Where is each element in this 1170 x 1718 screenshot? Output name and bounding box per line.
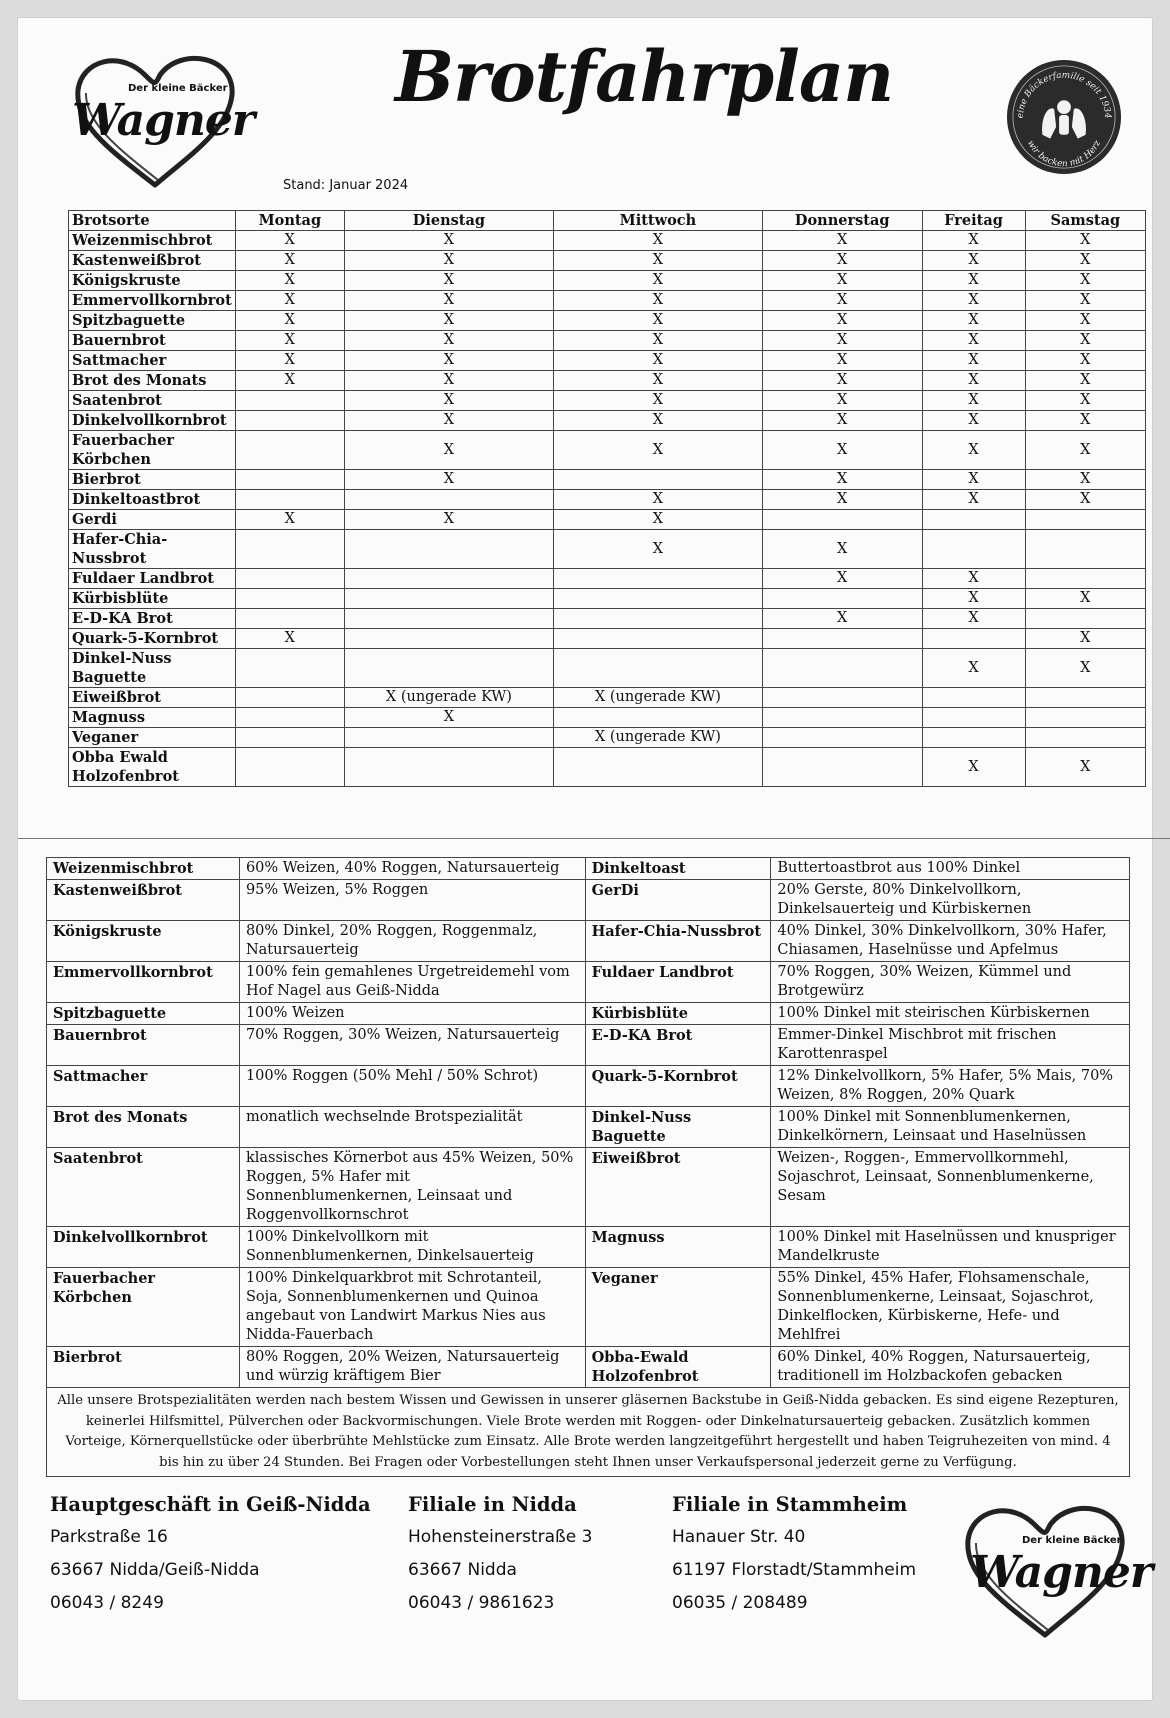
page-title: Brotfahrplan bbox=[395, 35, 894, 118]
day-cell: X bbox=[235, 351, 344, 371]
day-cell: X bbox=[1025, 589, 1145, 609]
location-street: Hohensteinerstraße 3 bbox=[408, 1527, 593, 1547]
day-cell: X bbox=[344, 331, 553, 351]
location-title: Filiale in Nidda bbox=[408, 1493, 577, 1516]
logo-big-text: Wagner bbox=[72, 95, 255, 146]
description-row bbox=[47, 1107, 1130, 1148]
day-cell: X bbox=[235, 231, 344, 251]
day-cell bbox=[922, 728, 1025, 748]
schedule-row bbox=[69, 291, 1146, 311]
bread-description: 100% Dinkel mit steirischen Kürbiskernen bbox=[771, 1003, 1130, 1025]
day-cell: X bbox=[762, 371, 922, 391]
bread-description: 95% Weizen, 5% Roggen bbox=[239, 880, 585, 921]
day-cell bbox=[922, 530, 1025, 569]
day-cell: X bbox=[235, 331, 344, 351]
day-cell: X bbox=[344, 351, 553, 371]
bread-name: Quark-5-Kornbrot bbox=[69, 629, 236, 649]
bread-name: Bauernbrot bbox=[69, 331, 236, 351]
seal-top-text: eine Bäckerfamilie seit 1934 bbox=[1015, 70, 1113, 119]
day-cell bbox=[553, 470, 762, 490]
day-cell: X bbox=[344, 470, 553, 490]
schedule-row bbox=[69, 470, 1146, 490]
day-cell bbox=[235, 431, 344, 470]
description-row bbox=[47, 1347, 1130, 1388]
note-row bbox=[47, 1388, 1130, 1477]
day-cell: X bbox=[1025, 291, 1145, 311]
bread-name: Veganer bbox=[69, 728, 236, 748]
day-cell: X bbox=[922, 331, 1025, 351]
day-cell: X bbox=[922, 391, 1025, 411]
day-cell: X bbox=[553, 271, 762, 291]
day-cell bbox=[235, 589, 344, 609]
day-cell: X bbox=[1025, 431, 1145, 470]
day-cell bbox=[1025, 708, 1145, 728]
day-cell: X bbox=[922, 748, 1025, 787]
day-cell: X bbox=[235, 311, 344, 331]
bread-name: Obba Ewald Holzofenbrot bbox=[69, 748, 236, 787]
col-freitag: Freitag bbox=[922, 211, 1025, 231]
bread-description: 60% Weizen, 40% Roggen, Natursauerteig bbox=[239, 858, 585, 880]
day-cell bbox=[344, 589, 553, 609]
description-row bbox=[47, 1025, 1130, 1066]
day-cell bbox=[235, 728, 344, 748]
col-samstag: Samstag bbox=[1025, 211, 1145, 231]
day-cell: X bbox=[922, 311, 1025, 331]
day-cell bbox=[344, 728, 553, 748]
schedule-row bbox=[69, 728, 1146, 748]
bread-name: Sattmacher bbox=[69, 351, 236, 371]
bread-name: Königskruste bbox=[69, 271, 236, 291]
day-cell bbox=[553, 629, 762, 649]
day-cell: X bbox=[1025, 748, 1145, 787]
day-cell bbox=[553, 609, 762, 629]
bread-name: Emmervollkornbrot bbox=[69, 291, 236, 311]
bread-name: Spitzbaguette bbox=[69, 311, 236, 331]
location-phone: 06035 / 208489 bbox=[672, 1593, 808, 1613]
day-cell: X bbox=[344, 251, 553, 271]
day-cell bbox=[762, 589, 922, 609]
bread-description: 60% Dinkel, 40% Roggen, Natursauerteig, traditionell im Holzbackofen gebacken bbox=[771, 1347, 1130, 1388]
bread-description: 100% Weizen bbox=[239, 1003, 585, 1025]
day-cell bbox=[922, 708, 1025, 728]
location-title: Hauptgeschäft in Geiß-Nidda bbox=[50, 1493, 371, 1516]
day-cell: X bbox=[1025, 371, 1145, 391]
day-cell: X bbox=[922, 271, 1025, 291]
day-cell: X bbox=[1025, 470, 1145, 490]
day-cell bbox=[553, 589, 762, 609]
bread-name: Brot des Monats bbox=[69, 371, 236, 391]
location-nidda bbox=[408, 1488, 592, 1620]
day-cell bbox=[235, 688, 344, 708]
bread-name: Hafer-Chia-Nussbrot bbox=[69, 530, 236, 569]
note-text: Alle unsere Brotspezialitäten werden nach bestem Wissen und Gewissen in unserer gläsernen Backstube in Geiß-Nidda gebacken. Es sind eigene Rezepturen, keinerlei Hilfsmittel, Pülverchen oder Backvormischungen. Viele Brote werden mit Roggen- oder Dinkelnatursauerteig gebacken. Zusätzlich kommen Vorteige, Körnerquellstücke oder überbrühte Mehlstücke zum Einsatz. Alle Brote werden langzeitgeführt hergestellt und haben Teigruhezeiten von mind. 4 bis hin zu über 24 Stunden. Bei Fragen oder Vorbestellungen steht Ihnen unser Verkaufspersonal jederzeit gerne zu Verfügung. bbox=[47, 1388, 1130, 1477]
day-cell bbox=[235, 530, 344, 569]
bread-description: 12% Dinkelvollkorn, 5% Hafer, 5% Mais, 70% Weizen, 8% Roggen, 20% Quark bbox=[771, 1066, 1130, 1107]
schedule-row bbox=[69, 688, 1146, 708]
location-city: 63667 Nidda/Geiß-Nidda bbox=[50, 1560, 260, 1580]
bread-name: Eiweißbrot bbox=[585, 1148, 771, 1227]
day-cell: X bbox=[922, 291, 1025, 311]
day-cell: X bbox=[922, 609, 1025, 629]
day-cell: X bbox=[762, 311, 922, 331]
day-cell: X bbox=[762, 411, 922, 431]
day-cell bbox=[762, 510, 922, 530]
bread-name: GerDi bbox=[585, 880, 771, 921]
day-cell: X bbox=[762, 391, 922, 411]
day-cell bbox=[344, 530, 553, 569]
day-cell: X bbox=[344, 231, 553, 251]
bread-description: 55% Dinkel, 45% Hafer, Flohsamenschale, Sonnenblumenkerne, Leinsaat, Sojaschrot, Dinkelflocken, Kürbiskerne, Hefe- und Mehlfrei bbox=[771, 1268, 1130, 1347]
day-cell: X bbox=[922, 470, 1025, 490]
bread-description: Buttertoastbrot aus 100% Dinkel bbox=[771, 858, 1130, 880]
bread-description: 40% Dinkel, 30% Dinkelvollkorn, 30% Hafer, Chiasamen, Haselnüsse und Apfelmus bbox=[771, 921, 1130, 962]
day-cell: X bbox=[762, 569, 922, 589]
description-row bbox=[47, 921, 1130, 962]
day-cell: X bbox=[344, 708, 553, 728]
day-cell: X bbox=[1025, 271, 1145, 291]
bread-name: Bierbrot bbox=[47, 1347, 240, 1388]
description-row bbox=[47, 1066, 1130, 1107]
day-cell: X bbox=[1025, 411, 1145, 431]
schedule-row bbox=[69, 331, 1146, 351]
wagner-logo-bottom bbox=[960, 1495, 1153, 1645]
logo-small-text: Der kleine Bäcker bbox=[1022, 1535, 1122, 1546]
day-cell bbox=[1025, 728, 1145, 748]
bread-description: 100% Dinkelvollkorn mit Sonnenblumenkernen, Dinkelsauerteig bbox=[239, 1227, 585, 1268]
seal-bottom-text: wir backen mit Herz bbox=[1024, 138, 1103, 170]
day-cell: X bbox=[344, 510, 553, 530]
day-cell: X bbox=[553, 431, 762, 470]
bread-description: klassisches Körnerbot aus 45% Weizen, 50% Roggen, 5% Hafer mit Sonnenblumenkernen, Leinsaat und Roggenvollkornschrot bbox=[239, 1148, 585, 1227]
bread-description: 20% Gerste, 80% Dinkelvollkorn, Dinkelsauerteig und Kürbiskernen bbox=[771, 880, 1130, 921]
bread-name: Weizenmischbrot bbox=[47, 858, 240, 880]
day-cell bbox=[553, 649, 762, 688]
day-cell: X bbox=[235, 371, 344, 391]
bread-name: Emmervollkornbrot bbox=[47, 962, 240, 1003]
location-city: 63667 Nidda bbox=[408, 1560, 517, 1580]
schedule-row bbox=[69, 351, 1146, 371]
schedule-row bbox=[69, 510, 1146, 530]
schedule-row bbox=[69, 371, 1146, 391]
day-cell bbox=[235, 411, 344, 431]
day-cell: X bbox=[235, 510, 344, 530]
day-cell: X bbox=[762, 470, 922, 490]
day-cell bbox=[1025, 609, 1145, 629]
bread-name: Dinkel-Nuss Baguette bbox=[585, 1107, 771, 1148]
day-cell: X bbox=[344, 391, 553, 411]
bread-description: Emmer-Dinkel Mischbrot mit frischen Karottenraspel bbox=[771, 1025, 1130, 1066]
day-cell: X (ungerade KW) bbox=[553, 688, 762, 708]
day-cell: X bbox=[922, 411, 1025, 431]
day-cell bbox=[762, 748, 922, 787]
day-cell: X bbox=[922, 649, 1025, 688]
bread-name: Kürbisblüte bbox=[585, 1003, 771, 1025]
bread-name: Bierbrot bbox=[69, 470, 236, 490]
day-cell: X bbox=[922, 371, 1025, 391]
schedule-row bbox=[69, 569, 1146, 589]
schedule-row bbox=[69, 411, 1146, 431]
bread-name: Veganer bbox=[585, 1268, 771, 1347]
day-cell: X bbox=[1025, 391, 1145, 411]
day-cell: X bbox=[1025, 649, 1145, 688]
day-cell: X bbox=[344, 371, 553, 391]
seal-emblem bbox=[1005, 58, 1123, 176]
wagner-logo-top bbox=[70, 45, 255, 195]
day-cell: X bbox=[1025, 331, 1145, 351]
bread-name: E-D-KA Brot bbox=[585, 1025, 771, 1066]
location-phone: 06043 / 9861623 bbox=[408, 1593, 555, 1613]
bread-name: Dinkelvollkornbrot bbox=[69, 411, 236, 431]
schedule-row bbox=[69, 649, 1146, 688]
description-row bbox=[47, 858, 1130, 880]
day-cell: X bbox=[344, 271, 553, 291]
bread-description: 100% Roggen (50% Mehl / 50% Schrot) bbox=[239, 1066, 585, 1107]
description-row bbox=[47, 1268, 1130, 1347]
day-cell bbox=[553, 569, 762, 589]
bread-name: Dinkel-Nuss Baguette bbox=[69, 649, 236, 688]
day-cell: X bbox=[762, 331, 922, 351]
schedule-row bbox=[69, 251, 1146, 271]
logo-big-text: Wagner bbox=[970, 1547, 1153, 1598]
bread-name: Kastenweißbrot bbox=[69, 251, 236, 271]
day-cell: X bbox=[922, 431, 1025, 470]
bread-description: 80% Dinkel, 20% Roggen, Roggenmalz, Natursauerteig bbox=[239, 921, 585, 962]
bread-name: Obba-Ewald Holzofenbrot bbox=[585, 1347, 771, 1388]
day-cell bbox=[762, 649, 922, 688]
day-cell bbox=[344, 490, 553, 510]
bread-description: 70% Roggen, 30% Weizen, Natursauerteig bbox=[239, 1025, 585, 1066]
bread-name: Fauerbacher Körbchen bbox=[69, 431, 236, 470]
schedule-header-row bbox=[69, 211, 1146, 231]
day-cell: X bbox=[922, 569, 1025, 589]
day-cell bbox=[1025, 530, 1145, 569]
day-cell: X bbox=[762, 271, 922, 291]
day-cell bbox=[235, 569, 344, 589]
day-cell bbox=[762, 728, 922, 748]
schedule-row bbox=[69, 231, 1146, 251]
bread-description: Weizen-, Roggen-, Emmervollkornmehl, Sojaschrot, Leinsaat, Sonnenblumenkerne, Sesam bbox=[771, 1148, 1130, 1227]
bread-name: Kastenweißbrot bbox=[47, 880, 240, 921]
day-cell bbox=[922, 629, 1025, 649]
description-table bbox=[46, 857, 1130, 1477]
logo-small-text: Der kleine Bäcker bbox=[128, 83, 228, 94]
schedule-row bbox=[69, 490, 1146, 510]
col-mittwoch: Mittwoch bbox=[553, 211, 762, 231]
day-cell: X bbox=[553, 351, 762, 371]
stand-date: Stand: Januar 2024 bbox=[283, 178, 409, 193]
day-cell bbox=[922, 510, 1025, 530]
schedule-row bbox=[69, 629, 1146, 649]
day-cell: X (ungerade KW) bbox=[553, 728, 762, 748]
col-montag: Montag bbox=[235, 211, 344, 231]
bread-name: Dinkeltoastbrot bbox=[69, 490, 236, 510]
day-cell: X bbox=[762, 530, 922, 569]
description-row bbox=[47, 1003, 1130, 1025]
day-cell: X bbox=[553, 530, 762, 569]
day-cell bbox=[1025, 510, 1145, 530]
day-cell: X bbox=[1025, 629, 1145, 649]
schedule-row bbox=[69, 271, 1146, 291]
day-cell: X bbox=[553, 331, 762, 351]
day-cell bbox=[553, 708, 762, 728]
day-cell bbox=[235, 470, 344, 490]
bread-name: Bauernbrot bbox=[47, 1025, 240, 1066]
day-cell: X bbox=[922, 251, 1025, 271]
day-cell: X bbox=[1025, 251, 1145, 271]
day-cell: X bbox=[553, 391, 762, 411]
location-main bbox=[50, 1488, 371, 1620]
day-cell bbox=[922, 688, 1025, 708]
day-cell: X bbox=[1025, 351, 1145, 371]
day-cell: X bbox=[235, 629, 344, 649]
bread-name: Gerdi bbox=[69, 510, 236, 530]
description-row bbox=[47, 880, 1130, 921]
schedule-row bbox=[69, 748, 1146, 787]
bread-description: monatlich wechselnde Brotspezialität bbox=[239, 1107, 585, 1148]
schedule-row bbox=[69, 589, 1146, 609]
day-cell: X bbox=[762, 431, 922, 470]
day-cell bbox=[235, 391, 344, 411]
day-cell: X bbox=[344, 311, 553, 331]
bread-name: Königskruste bbox=[47, 921, 240, 962]
day-cell bbox=[235, 649, 344, 688]
day-cell: X bbox=[553, 291, 762, 311]
schedule-row bbox=[69, 609, 1146, 629]
description-row bbox=[47, 962, 1130, 1003]
bread-name: Brot des Monats bbox=[47, 1107, 240, 1148]
day-cell: X bbox=[553, 311, 762, 331]
col-brotsorte: Brotsorte bbox=[69, 211, 236, 231]
day-cell: X bbox=[1025, 311, 1145, 331]
col-donnerstag: Donnerstag bbox=[762, 211, 922, 231]
day-cell: X bbox=[553, 411, 762, 431]
day-cell: X bbox=[1025, 490, 1145, 510]
day-cell bbox=[235, 609, 344, 629]
bread-name: Fuldaer Landbrot bbox=[69, 569, 236, 589]
day-cell: X bbox=[762, 351, 922, 371]
day-cell: X bbox=[762, 490, 922, 510]
day-cell: X bbox=[344, 411, 553, 431]
day-cell bbox=[1025, 569, 1145, 589]
description-row bbox=[47, 1227, 1130, 1268]
location-phone: 06043 / 8249 bbox=[50, 1593, 164, 1613]
day-cell bbox=[235, 490, 344, 510]
bread-name: Fuldaer Landbrot bbox=[585, 962, 771, 1003]
col-dienstag: Dienstag bbox=[344, 211, 553, 231]
location-stammheim bbox=[672, 1488, 916, 1620]
bread-description: 100% fein gemahlenes Urgetreidemehl vom Hof Nagel aus Geiß-Nidda bbox=[239, 962, 585, 1003]
day-cell bbox=[553, 748, 762, 787]
bread-name: E-D-KA Brot bbox=[69, 609, 236, 629]
bread-name: Saatenbrot bbox=[47, 1148, 240, 1227]
bread-name: Dinkelvollkornbrot bbox=[47, 1227, 240, 1268]
day-cell: X bbox=[922, 231, 1025, 251]
bread-name: Magnuss bbox=[585, 1227, 771, 1268]
schedule-row bbox=[69, 708, 1146, 728]
day-cell: X bbox=[553, 371, 762, 391]
schedule-row bbox=[69, 530, 1146, 569]
day-cell: X bbox=[762, 231, 922, 251]
day-cell: X bbox=[553, 251, 762, 271]
bread-name: Dinkeltoast bbox=[585, 858, 771, 880]
schedule-row bbox=[69, 431, 1146, 470]
day-cell: X bbox=[344, 291, 553, 311]
bread-name: Fauerbacher Körbchen bbox=[47, 1268, 240, 1347]
bread-description: 80% Roggen, 20% Weizen, Natursauerteig und würzig kräftigem Bier bbox=[239, 1347, 585, 1388]
location-street: Hanauer Str. 40 bbox=[672, 1527, 806, 1547]
day-cell: X bbox=[235, 251, 344, 271]
day-cell bbox=[1025, 688, 1145, 708]
day-cell: X bbox=[553, 510, 762, 530]
day-cell bbox=[344, 649, 553, 688]
bread-name: Sattmacher bbox=[47, 1066, 240, 1107]
bread-name: Quark-5-Kornbrot bbox=[585, 1066, 771, 1107]
location-city: 61197 Florstadt/Stammheim bbox=[672, 1560, 917, 1580]
day-cell bbox=[235, 708, 344, 728]
bread-description: 100% Dinkelquarkbrot mit Schrotanteil, Soja, Sonnenblumenkernen und Quinoa angebaut von Landwirt Markus Nies aus Nidda-Fauerbach bbox=[239, 1268, 585, 1347]
bread-description: 100% Dinkel mit Haselnüssen und knuspriger Mandelkruste bbox=[771, 1227, 1130, 1268]
day-cell bbox=[762, 708, 922, 728]
day-cell: X bbox=[922, 351, 1025, 371]
bread-name: Saatenbrot bbox=[69, 391, 236, 411]
day-cell bbox=[762, 629, 922, 649]
schedule-row bbox=[69, 311, 1146, 331]
bread-name: Eiweißbrot bbox=[69, 688, 236, 708]
bread-description: 70% Roggen, 30% Weizen, Kümmel und Brotgewürz bbox=[771, 962, 1130, 1003]
schedule-table bbox=[68, 210, 1146, 787]
description-row bbox=[47, 1148, 1130, 1227]
bread-name: Spitzbaguette bbox=[47, 1003, 240, 1025]
day-cell: X bbox=[553, 490, 762, 510]
day-cell: X bbox=[762, 291, 922, 311]
day-cell: X bbox=[762, 251, 922, 271]
bread-name: Kürbisblüte bbox=[69, 589, 236, 609]
day-cell bbox=[762, 688, 922, 708]
bread-description: 100% Dinkel mit Sonnenblumenkernen, Dinkelkörnern, Leinsaat und Haselnüssen bbox=[771, 1107, 1130, 1148]
bread-name: Hafer-Chia-Nussbrot bbox=[585, 921, 771, 962]
day-cell bbox=[344, 569, 553, 589]
location-title: Filiale in Stammheim bbox=[672, 1493, 908, 1516]
section-divider bbox=[18, 838, 1170, 839]
day-cell: X bbox=[922, 490, 1025, 510]
day-cell: X bbox=[553, 231, 762, 251]
location-street: Parkstraße 16 bbox=[50, 1527, 168, 1547]
day-cell bbox=[235, 748, 344, 787]
day-cell bbox=[344, 629, 553, 649]
day-cell: X (ungerade KW) bbox=[344, 688, 553, 708]
day-cell: X bbox=[762, 609, 922, 629]
schedule-row bbox=[69, 391, 1146, 411]
day-cell: X bbox=[235, 291, 344, 311]
day-cell bbox=[344, 609, 553, 629]
day-cell bbox=[344, 748, 553, 787]
bread-name: Weizenmischbrot bbox=[69, 231, 236, 251]
day-cell: X bbox=[1025, 231, 1145, 251]
bread-name: Magnuss bbox=[69, 708, 236, 728]
day-cell: X bbox=[344, 431, 553, 470]
day-cell: X bbox=[235, 271, 344, 291]
day-cell: X bbox=[922, 589, 1025, 609]
